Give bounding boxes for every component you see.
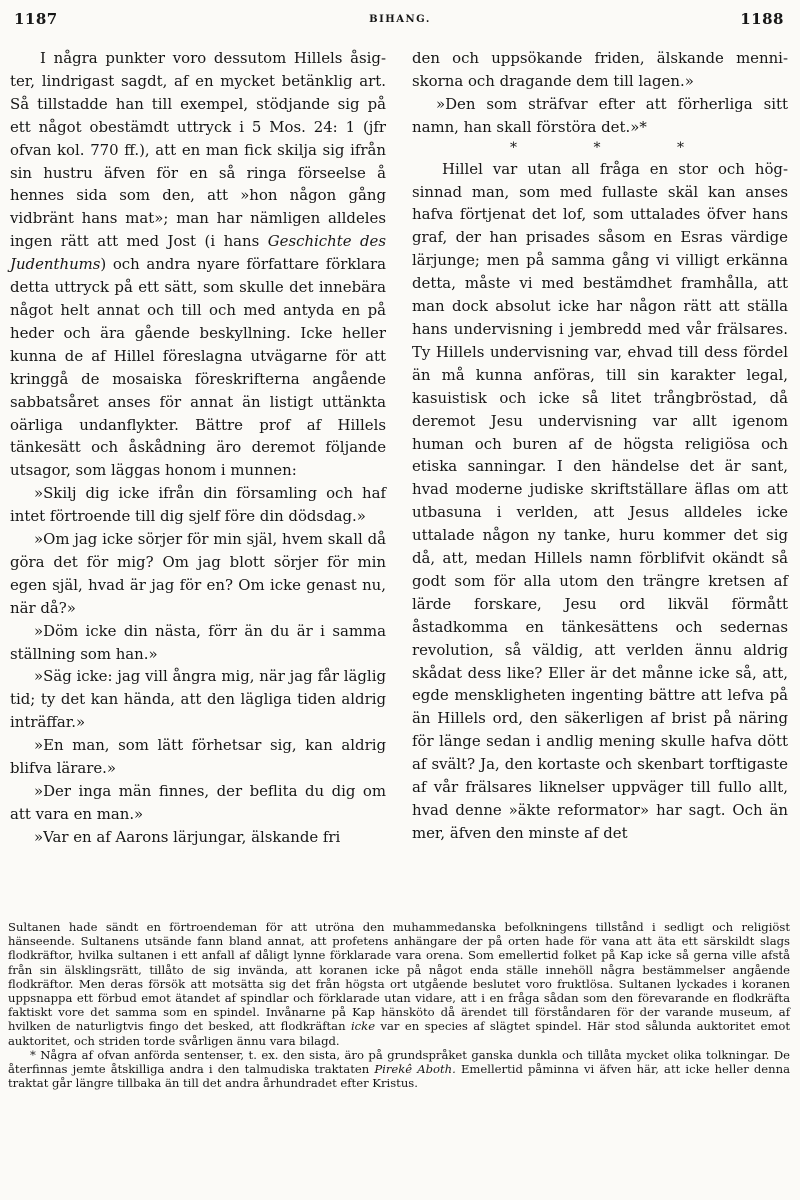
quote-5: »En man, som lätt förhetsar sig, kan aldrig blifva lärare.»: [10, 736, 386, 778]
page-header: [0, 8, 800, 32]
quote-8: »Den som sträfvar efter att förherliga sitt namn, han skall förstöra det.»*: [412, 94, 788, 136]
quote-1: »Skilj dig icke ifrån din församling och haf intet förtroende till dig sjelf före din dödsdag.»: [10, 484, 386, 526]
italic-book-title: Geschichte des Judenthums: [10, 232, 386, 274]
footnote-text: Sultanen hade sändt en förtroendeman för att utröna den muhammedanska befolkningens tillstånd i sedligt och religiöst hänseende. Sultanens utsände fann bland annat, att profetens anhängare der på orten hade för vana att äta ett särskildt slags flodkräftor, hvilka sultanen i ett anfall af dåligt lynne förklarade vara orena. Som emellertid folket på Kap icke så gerna ville afstå från sin älsklingsrätt, tillåto de sig invända, att koranen icke på något enda ställe innehöll några bestämmelser angående flodkräftor. Men deras försök att motsätta sig det från högsta ort utgående beslutet voro fruktlösa. Sultanen lyckades i koranen uppsnappa ett förbud emot ätandet af spindlar och förklarade utan vidare, att i en fråga sådan som den förevarande en flodkräfta faktiskt vore det samma som en spindel. Invånarne på Kap hänsköto då ärendet till förståndaren för der varande museum, af hvilken de naturligtvis fingo det besked, att flodkräftan: [8, 920, 790, 1034]
footnotes: [8, 920, 790, 1090]
quote-7: »Var en af Aarons lärjungar, älskande fri: [34, 827, 341, 846]
paragraph-hillel-assessment: Hillel var utan all fråga en stor och högsinnad man, som med fullaste skäl kan anses hafva förtjenat det lof, som uttalades öfver hans graf, der han prisades såsom en Esras värdige lärjunge; men på samma gång vi villigt erkänna detta, måste vi med bestämdhet framhålla, att man dock absolut icke har någon rätt att ställa hans undervisning i jembredd med vår frälsares. Ty Hillels undervisning var, ehvad till dess fördel än må kunna anföras, till sin karakter legal, kasuistisk och icke så litet trångbröstad, då deremot Jesu undervisning var allt igenom human och buren af de högsta religiösa och etiska sanningar. I den händelse det är sant, hvad moderne judiske skriftställare äflas om att utbasuna i verlden, att Jesus alldeles icke uttalade någon ny tanke, huru kommer det sig då, att, medan Hillels namn förblifvit okändt så godt som för alla utom den trängre kretsen af lärde forskare, Jesu ord likväl förmått åstadkomma en tänkesättens och sedernas revolution, så väldig, att verlden ännu aldrig skådat dess like? Eller är det månne icke så, att, egde menskligheten ingenting bättre att lefva på än Hillels ord, den säkerligen af brist på näring för länge sedan i andlig mening skulle hafva dött af svält? Ja, den kortaste och skenbart torftigaste af vår frälsares liknelser uppväger till fullo allt, hvad denne »äkte reformator» har sagt. Och än mer, äfven den minste af det: [412, 159, 788, 842]
running-title: BIHANG.: [369, 14, 431, 25]
left-column: [10, 47, 386, 849]
right-page-number: 1188: [740, 10, 784, 28]
footnote-text: * Några af ofvan anförda sentenser, t. ex. den sista, äro på grundspråket ganska dunkla och tillåta mycket olika tolkningar. De återfinnas jemte åtskilliga andra i den talmudiska traktaten: [8, 1047, 790, 1077]
paragraph-text: ) och andra nyare författare förklara detta uttryck på ett sätt, som skulle det innebära något helt annat och till och med antyda en på heder och ära gående beskyllning. Icke heller kunna de af Hillel föreslagna utvägarne för att kringgå de mosaiska föreskrifterna angående sabbatsåret anses för annat än listigt uttänkta oärliga undanflykter. Bättre prof af Hillels tänkesätt och åskådning äro deremot följande utsagor, som läggas honom i munnen:: [10, 255, 386, 480]
paragraph-text: I några punkter voro dessutom Hillels åsigter, lindrigast sagdt, af en mycket betänklig art. Så tillstadde han till exempel, stödjande sig på ett något obestämdt uttryck i 5 Mos. 24: 1 (jfr ofvan kol. 770 ff.), att en man fick skilja sig ifrån sin hustru äfven för en så ringa förseelse å hennes sida som den, att »hon någon gång vidbränt hans mat»; man har nämligen alldeles ingen rätt att med Jost (i hans: [10, 49, 386, 251]
footnote-italic: Pirekê Aboth.: [374, 1062, 456, 1077]
right-column: [412, 47, 788, 845]
quote-3: »Döm icke din nästa, förr än du är i samma ställning som han.»: [10, 621, 386, 663]
footnote-text: var en species af slägtet spindel. Här stod sålunda auktoritet emot auktoritet, och striden torde svårligen ännu vara bilagd.: [8, 1019, 791, 1048]
quote-2: »Om jag icke sörjer för min själ, hvem skall då göra det för mig? Om jag blott sörjer för min egen själ, hvad är jag för en? Om icke genast nu, när då?»: [10, 530, 386, 617]
footnote-italic: icke: [350, 1019, 376, 1034]
footnote-text: Emellertid påminna vi äfven här, att icke heller denna traktat går längre tillbaka än till det andra århundradet efter Kristus.: [8, 1062, 790, 1091]
footnote-sentences: [8, 1048, 790, 1091]
left-page-number: 1187: [14, 10, 58, 28]
quote-6: »Der inga män finnes, der beflita du dig om att vara en man.»: [10, 782, 386, 823]
quote-4: »Säg icke: jag vill ångra mig, när jag får läglig tid; ty det kan hända, att den lägliga tiden aldrig inträffar.»: [10, 667, 386, 732]
section-divider-stars: * * *: [510, 139, 720, 156]
paragraph-hillel-views: [10, 47, 386, 482]
quote-7-continuation: den och uppsökande friden, älskande menniskorna och dragande dem till lagen.»: [412, 49, 788, 90]
footnote-sultan: [8, 920, 790, 1048]
